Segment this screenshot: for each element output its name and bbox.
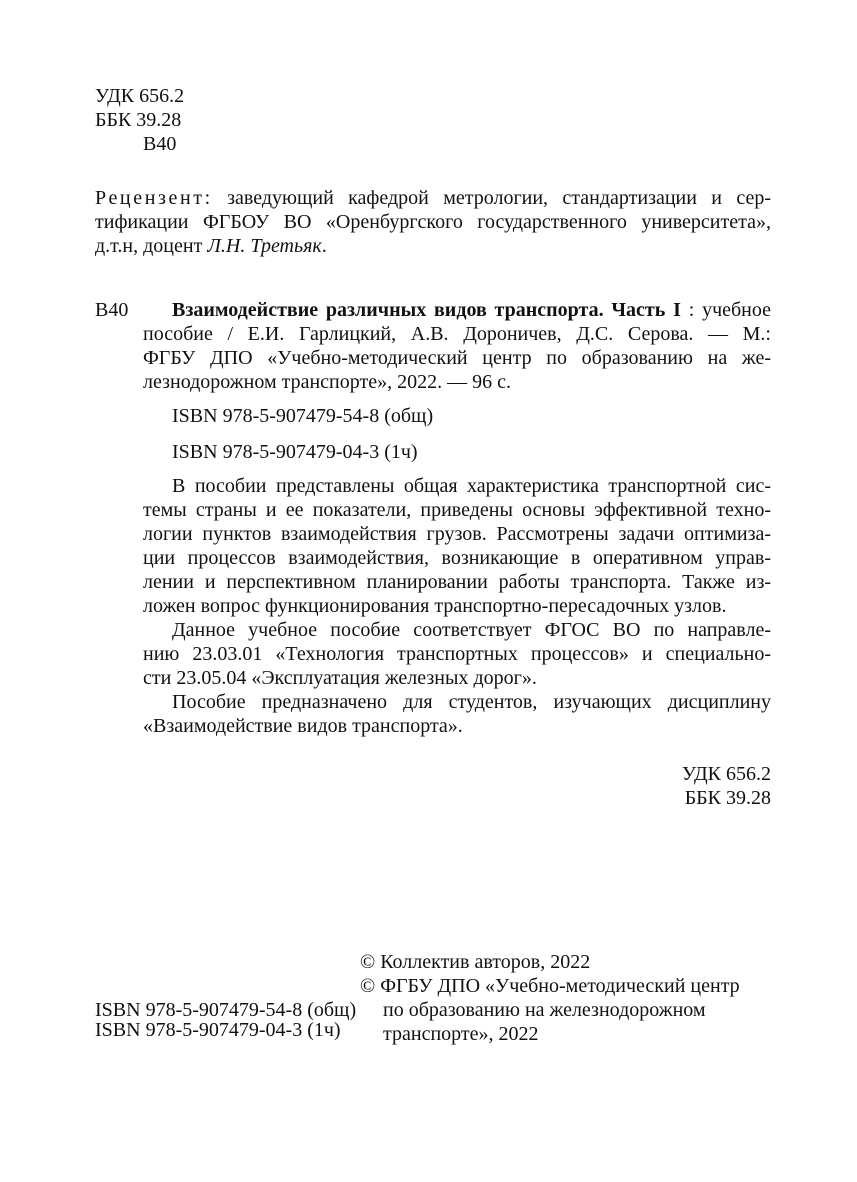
book-title: Взаимодействие различных видов транспорта. Часть I	[172, 299, 681, 321]
isbn-part: ISBN 978-5-907479-04-3 (1ч)	[172, 441, 418, 463]
bibliography-line-4: лезнодорожном транспорте», 2022. — 96 с.	[143, 371, 511, 393]
abstract-p1-line: темы страны и ее показатели, приведены основы эффективной техно-	[143, 499, 771, 521]
abstract-p1-line: ции процессов взаимодействия, возникающие в оперативном управ-	[143, 547, 771, 569]
bibliography-mark: В40	[95, 299, 129, 321]
udk-code: УДК 656.2	[95, 85, 185, 107]
isbn-general-bottom: ISBN 978-5-907479-54-8 (общ)	[95, 999, 357, 1021]
isbn-general: ISBN 978-5-907479-54-8 (общ)	[172, 405, 434, 427]
abstract-p1-line: В пособии представлены общая характеристика транспортной сис-	[172, 475, 771, 497]
reviewer-label: Рецензент:	[95, 187, 213, 209]
reviewer-line-3: д.т.н, доцент Л.Н. Третьяк.	[95, 235, 327, 257]
abstract-p1-line: лении и перспективном планировании работы транспорта. Также из-	[143, 571, 771, 593]
reviewer-name: Л.Н. Третьяк	[207, 235, 322, 257]
abstract-p1-line: логии пунктов взаимодействия грузов. Рассмотрены задачи оптимиза-	[143, 523, 771, 545]
abstract-p2-line: сти 23.05.04 «Эксплуатация железных дорог».	[143, 667, 537, 689]
reviewer-line-2: тификации ФГБОУ ВО «Оренбургского государственного университета»,	[95, 211, 771, 233]
bibliography-line-1: Взаимодействие различных видов транспорта. Часть I : учебное	[172, 299, 772, 321]
bbk-code-right: ББК 39.28	[684, 787, 771, 809]
copyright-line: © ФГБУ ДПО «Учебно-методический центр	[360, 975, 740, 997]
bibliography-line-3: ФГБУ ДПО «Учебно-методический центр по образованию на же-	[143, 347, 771, 369]
bibliography-line-2: пособие / Е.И. Гарлицкий, А.В. Дороничев, Д.С. Серова. — М.:	[143, 323, 771, 345]
abstract-p2-line: нию 23.03.01 «Технология транспортных процессов» и специально-	[143, 643, 771, 665]
author-mark: В40	[143, 133, 177, 155]
reviewer-line-1: Рецензент: заведующий кафедрой метрологии, стандартизации и сер-	[95, 187, 771, 209]
abstract-p3-line: Пособие предназначено для студентов, изучающих дисциплину	[172, 691, 771, 713]
copyright-line: © Коллектив авторов, 2022	[360, 951, 591, 973]
copyright-line: транспорте», 2022	[383, 1023, 539, 1045]
abstract-p1-line: ложен вопрос функционирования транспортно-пересадочных узлов.	[143, 595, 727, 617]
isbn-part-bottom: ISBN 978-5-907479-04-3 (1ч)	[95, 1019, 341, 1041]
abstract-p2-line: Данное учебное пособие соответствует ФГОС ВО по направле-	[172, 619, 771, 641]
udk-code-right: УДК 656.2	[681, 763, 771, 785]
bbk-code: ББК 39.28	[95, 109, 182, 131]
copyright-line: по образованию на железнодорожном	[383, 999, 706, 1021]
abstract-p3-line: «Взаимодействие видов транспорта».	[143, 715, 463, 737]
